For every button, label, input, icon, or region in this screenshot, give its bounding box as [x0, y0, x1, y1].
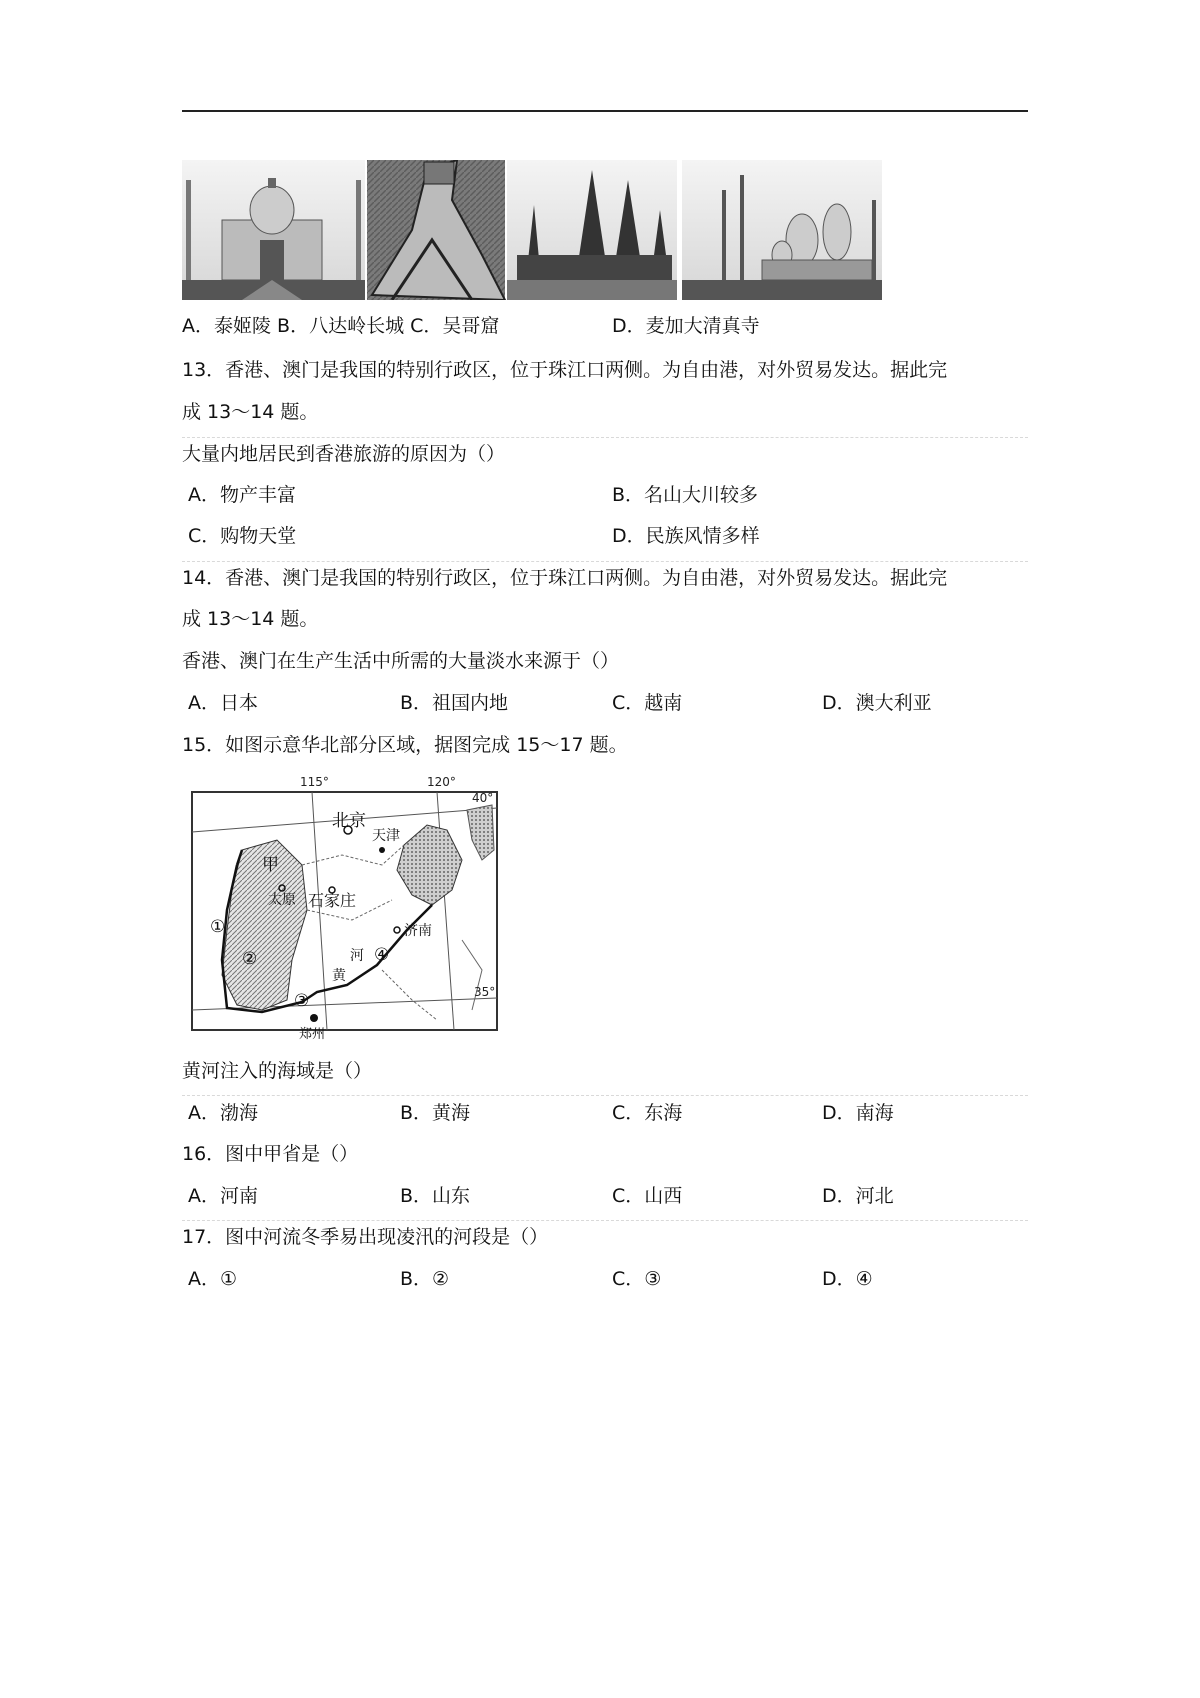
q14-option-a[interactable]: A．日本	[188, 692, 258, 714]
q12-option-d: D．麦加大清真寺	[612, 315, 760, 337]
label-shijiazhuang: 石家庄	[308, 891, 357, 910]
divider	[182, 1095, 1028, 1096]
marker-3: ③	[294, 991, 310, 1011]
marker-4: ④	[374, 945, 390, 965]
q16-question: 16．图中甲省是（）	[182, 1143, 359, 1165]
label-beijing: 北京	[332, 811, 366, 831]
q15-option-c[interactable]: C．东海	[612, 1102, 683, 1124]
q14-stem-line2: 成 13～14 题。	[182, 608, 319, 630]
q16-option-c[interactable]: C．山西	[612, 1185, 683, 1207]
photo-angkor-wat	[507, 160, 677, 300]
q16-option-d[interactable]: D．河北	[822, 1185, 894, 1207]
zhengzhou-marker	[310, 1014, 318, 1022]
marker-1: ①	[210, 917, 226, 937]
q15-question: 黄河注入的海域是（）	[182, 1060, 373, 1082]
photo-great-wall	[367, 160, 505, 300]
divider	[182, 437, 1028, 438]
lat-label-40: 40°	[472, 791, 494, 805]
label-taiyuan: 太原	[268, 892, 296, 908]
q13-stem-line2: 成 13～14 题。	[182, 401, 319, 423]
marker-2: ②	[242, 949, 258, 969]
label-zhengzhou: 郑州	[299, 1027, 326, 1040]
q14-stem-line1: 14．香港、澳门是我国的特别行政区，位于珠江口两侧。为自由港，对外贸易发达。据此完	[182, 567, 948, 589]
label-tianjin: 天津	[372, 828, 400, 844]
q17-option-b[interactable]: B．②	[400, 1268, 450, 1290]
q15-option-a[interactable]: A．渤海	[188, 1102, 258, 1124]
q12-options: A．泰姬陵 B．八达岭长城 C．吴哥窟	[182, 315, 500, 337]
q15-stem: 15．如图示意华北部分区域，据图完成 15～17 题。	[182, 734, 628, 756]
q17-option-d[interactable]: D．④	[822, 1268, 873, 1290]
q13-option-b[interactable]: B．名山大川较多	[612, 484, 759, 506]
q15-option-d[interactable]: D．南海	[822, 1102, 894, 1124]
q13-option-d[interactable]: D．民族风情多样	[612, 525, 760, 547]
lon-label-115: 115°	[300, 775, 329, 789]
q14-option-b[interactable]: B．祖国内地	[400, 692, 509, 714]
q17-option-a[interactable]: A．①	[188, 1268, 238, 1290]
q14-question: 香港、澳门在生产生活中所需的大量淡水来源于（）	[182, 650, 620, 672]
lon-label-120: 120°	[427, 775, 456, 789]
label-river-huang: 黄	[332, 968, 346, 984]
q13-question: 大量内地居民到香港旅游的原因为（）	[182, 443, 506, 465]
landmark-photos	[182, 160, 922, 300]
q16-option-b[interactable]: B．山东	[400, 1185, 471, 1207]
q17-option-c[interactable]: C．③	[612, 1268, 662, 1290]
label-jia: 甲	[262, 855, 279, 875]
q13-stem-line1: 13．香港、澳门是我国的特别行政区，位于珠江口两侧。为自由港，对外贸易发达。据此完	[182, 359, 948, 381]
q14-option-c[interactable]: C．越南	[612, 692, 683, 714]
north-china-map	[182, 770, 512, 1040]
header-rule	[182, 110, 1028, 112]
divider	[182, 1220, 1028, 1221]
q16-option-a[interactable]: A．河南	[188, 1185, 258, 1207]
q13-option-a[interactable]: A．物产丰富	[188, 484, 296, 506]
q15-option-b[interactable]: B．黄海	[400, 1102, 471, 1124]
lat-label-35: 35°	[474, 985, 496, 999]
photo-taj-mahal	[182, 160, 365, 300]
q14-option-d[interactable]: D．澳大利亚	[822, 692, 932, 714]
q17-question: 17．图中河流冬季易出现凌汛的河段是（）	[182, 1226, 549, 1248]
label-jinan: 济南	[404, 923, 432, 939]
q13-option-c[interactable]: C．购物天堂	[188, 525, 297, 547]
label-river-he: 河	[350, 948, 364, 964]
divider	[182, 561, 1028, 562]
photo-mecca-mosque	[682, 160, 882, 300]
